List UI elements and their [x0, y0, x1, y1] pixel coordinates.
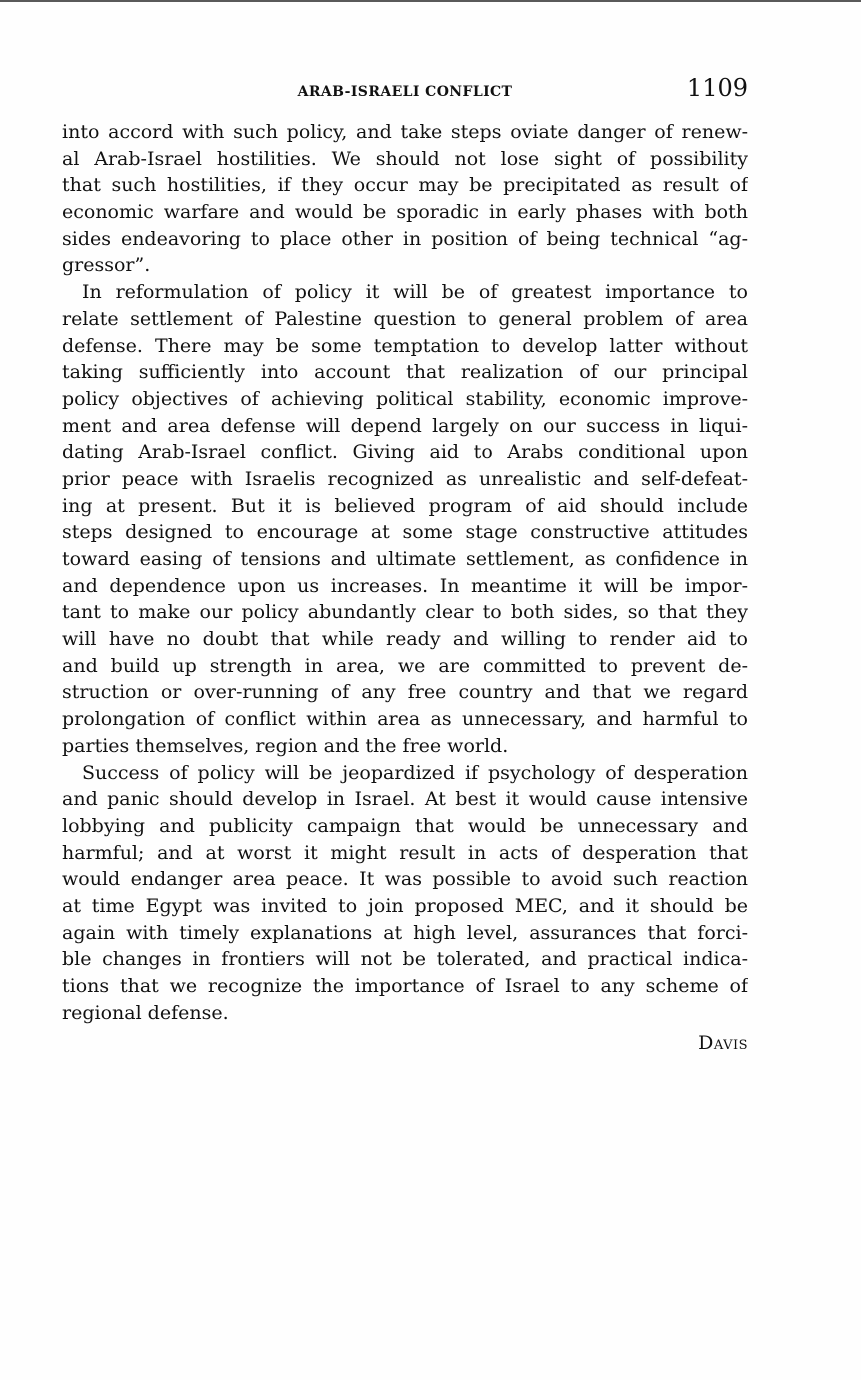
text-line: prolongation of conflict within area as unnecessary, and harmful to: [62, 708, 748, 731]
text-line: relate settlement of Palestine question to general problem of area: [62, 307, 748, 330]
text-line: that such hostilities, if they occur may be precipitated as result of: [62, 174, 748, 197]
text-line: economic warfare and would be sporadic in early phases with both: [62, 201, 748, 224]
signature: Davis: [698, 1032, 748, 1055]
paragraph: [62, 760, 748, 1027]
text-line: tant to make our policy abundantly clear to both sides, so that they: [62, 601, 748, 624]
body-text: [62, 119, 748, 1057]
text-line: and build up strength in area, we are committed to prevent de-: [62, 654, 748, 677]
text-line: lobbying and publicity campaign that would be unnecessary and: [62, 814, 748, 837]
text-line: gressor”.: [62, 254, 151, 277]
text-line: defense. There may be some temptation to develop latter without: [62, 334, 748, 357]
text-line: ing at present. But it is believed program of aid should include: [62, 494, 748, 517]
text-line: sides endeavoring to place other in position of being technical “ag-: [62, 227, 748, 250]
paragraph: [62, 279, 748, 759]
text-line: In reformulation of policy it will be of greatest importance to: [82, 281, 748, 304]
text-line: al Arab-Israel hostilities. We should not lose sight of possibility: [62, 147, 748, 170]
text-line: and panic should develop in Israel. At best it would cause intensive: [62, 788, 748, 811]
text-line: steps designed to encourage at some stage constructive attitudes: [62, 521, 748, 544]
page-header: [62, 74, 748, 106]
text-line: struction or over-running of any free country and that we regard: [62, 681, 748, 704]
text-line: and dependence upon us increases. In meantime it will be impor-: [62, 574, 748, 597]
text-line: policy objectives of achieving political stability, economic improve-: [62, 387, 748, 410]
text-line: taking sufficiently into account that realization of our principal: [62, 361, 748, 384]
top-edge-rule: [0, 0, 861, 2]
text-line: into accord with such policy, and take steps oviate danger of renew-: [62, 121, 748, 143]
text-line: Success of policy will be jeopardized if psychology of desperation: [82, 761, 748, 784]
text-line: parties themselves, region and the free world.: [62, 734, 509, 757]
page-number: 1109: [686, 74, 748, 102]
text-line: ment and area defense will depend largely on our success in liqui-: [62, 414, 748, 437]
text-line: will have no doubt that while ready and willing to render aid to: [62, 628, 748, 651]
text-line: dating Arab-Israel conflict. Giving aid to Arabs conditional upon: [62, 441, 748, 464]
text-line: at time Egypt was invited to join proposed MEC, and it should be: [62, 894, 748, 917]
text-line: again with timely explanations at high level, assurances that forci-: [62, 921, 748, 944]
running-title: ARAB-ISRAELI CONFLICT: [297, 84, 513, 100]
text-line: regional defense.: [62, 1001, 229, 1024]
text-line: would endanger area peace. It was possible to avoid such reaction: [62, 868, 748, 891]
text-line: toward easing of tensions and ultimate settlement, as confidence in: [62, 548, 748, 570]
text-line: prior peace with Israelis recognized as unrealistic and self-defeat-: [62, 467, 748, 490]
text-line: ble changes in frontiers will not be tolerated, and practical indica-: [62, 948, 748, 971]
text-line: tions that we recognize the importance of Israel to any scheme of: [62, 975, 748, 997]
text-line: harmful; and at worst it might result in acts of desperation that: [62, 841, 748, 864]
paragraph: [62, 119, 748, 279]
